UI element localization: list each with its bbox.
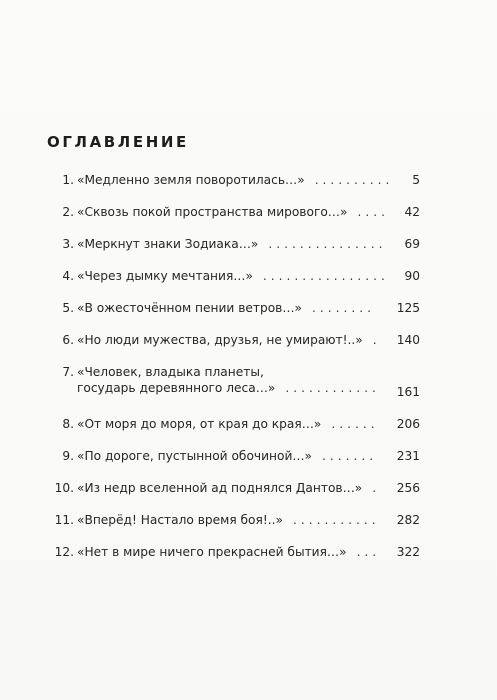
toc-entry-page-number: 140	[396, 333, 420, 347]
toc-entry-title	[77, 512, 380, 528]
toc-entry-title-line	[77, 172, 394, 188]
toc-entry-title	[77, 416, 377, 432]
toc-entry-page-number: 322	[396, 545, 420, 559]
toc-entry-page-number: 231	[396, 449, 420, 463]
toc-entry-number: 1.	[62, 173, 74, 187]
toc-entry	[40, 268, 420, 300]
toc-entry	[40, 332, 420, 364]
dot-leader: .	[372, 481, 381, 495]
dot-leader: .......	[322, 449, 378, 463]
toc-entry-title-line	[77, 416, 377, 432]
toc-entry-title-text: «Сквозь покой пространства мирового…»	[77, 205, 348, 219]
toc-entry-number: 9.	[62, 449, 74, 463]
toc-entry-number: 5.	[62, 301, 74, 315]
toc-entry-title	[77, 268, 389, 284]
toc-entry-title-line	[77, 544, 381, 560]
dot-leader: ........	[312, 301, 375, 315]
toc-entry	[40, 364, 420, 416]
toc-entry-title-line	[77, 300, 377, 316]
dot-leader: ..........	[314, 173, 394, 187]
toc-entry-page-number: 161	[396, 385, 420, 399]
toc-entry-title-line	[77, 204, 389, 220]
toc-entry-title	[77, 448, 377, 464]
dot-leader: ...........	[292, 513, 380, 527]
dot-leader: ......	[331, 417, 379, 431]
toc-entry-number: 11.	[54, 513, 74, 527]
toc-entry-title-text: государь деревянного леса…»	[77, 381, 276, 395]
toc-entry-title	[77, 172, 394, 188]
toc-entry-page-number: 256	[396, 481, 420, 495]
toc-entry-title-text: «Но люди мужества, друзья, не умирают!..»	[77, 333, 363, 347]
toc-entry-title	[77, 332, 381, 348]
toc-entry-title-text: «Вперёд! Настало время боя!..»	[77, 513, 283, 527]
toc-entry-title-line	[77, 448, 377, 464]
toc-entry-title-line	[77, 364, 377, 380]
toc-entry-title-text: «Человек, владыка планеты,	[77, 365, 264, 379]
toc-entry-title	[77, 480, 381, 496]
toc-entry	[40, 236, 420, 268]
table-of-contents-heading: ОГЛАВЛЕНИЕ	[47, 133, 189, 151]
table-of-contents-list	[40, 172, 420, 576]
toc-entry	[40, 172, 420, 204]
toc-entry-number: 4.	[62, 269, 74, 283]
toc-entry-title-line	[77, 236, 387, 252]
toc-entry-title-text: «Меркнут знаки Зодиака…»	[77, 237, 259, 251]
toc-entry	[40, 300, 420, 332]
toc-entry	[40, 448, 420, 480]
toc-entry-page-number: 206	[396, 417, 420, 431]
toc-entry	[40, 480, 420, 512]
toc-entry-title-text: «В ожесточённом пении ветров…»	[77, 301, 302, 315]
toc-entry-title-line	[77, 332, 381, 348]
toc-entry-number: 3.	[62, 237, 74, 251]
dot-leader: ................	[262, 269, 389, 283]
toc-entry-title-text: «Из недр вселенной ад поднялся Дантов…»	[77, 481, 363, 495]
toc-entry-title-text: «От моря до моря, от края до края…»	[77, 417, 322, 431]
toc-entry-title	[77, 204, 389, 220]
toc-entry-page-number: 69	[404, 237, 420, 251]
toc-entry-page-number: 125	[396, 301, 420, 315]
dot-leader: .	[372, 333, 381, 347]
toc-entry	[40, 204, 420, 236]
toc-entry-title	[77, 300, 377, 316]
toc-entry-number: 10.	[54, 481, 74, 495]
dot-leader: ...	[356, 545, 381, 559]
toc-entry-number: 2.	[62, 205, 74, 219]
toc-entry-title-text: «Медленно земля поворотилась…»	[77, 173, 305, 187]
toc-entry-title	[77, 236, 387, 252]
toc-entry-title-line	[77, 268, 389, 284]
toc-entry-number: 8.	[62, 417, 74, 431]
toc-entry-page-number: 42	[404, 205, 420, 219]
toc-entry	[40, 544, 420, 576]
toc-entry-title-line	[77, 380, 380, 396]
toc-entry-title	[77, 364, 380, 396]
toc-entry	[40, 512, 420, 544]
dot-leader: ............	[285, 381, 380, 395]
dot-leader: ...............	[268, 237, 387, 251]
toc-entry-title-text: «Через дымку мечтания…»	[77, 269, 253, 283]
toc-entry-page-number: 90	[404, 269, 420, 283]
toc-entry-page-number: 282	[396, 513, 420, 527]
toc-entry-number: 7.	[62, 365, 74, 379]
dot-leader: ....	[357, 205, 389, 219]
toc-entry-page-number: 5	[412, 173, 420, 187]
toc-entry-number: 6.	[62, 333, 74, 347]
toc-entry-title-line	[77, 512, 380, 528]
toc-entry-title	[77, 544, 381, 560]
toc-entry-title-text: «По дороге, пустынной обочиной…»	[77, 449, 313, 463]
toc-entry-title-line	[77, 480, 381, 496]
toc-entry-number: 12.	[54, 545, 74, 559]
toc-entry-title-text: «Нет в мире ничего прекрасней бытия…»	[77, 545, 347, 559]
toc-entry	[40, 416, 420, 448]
